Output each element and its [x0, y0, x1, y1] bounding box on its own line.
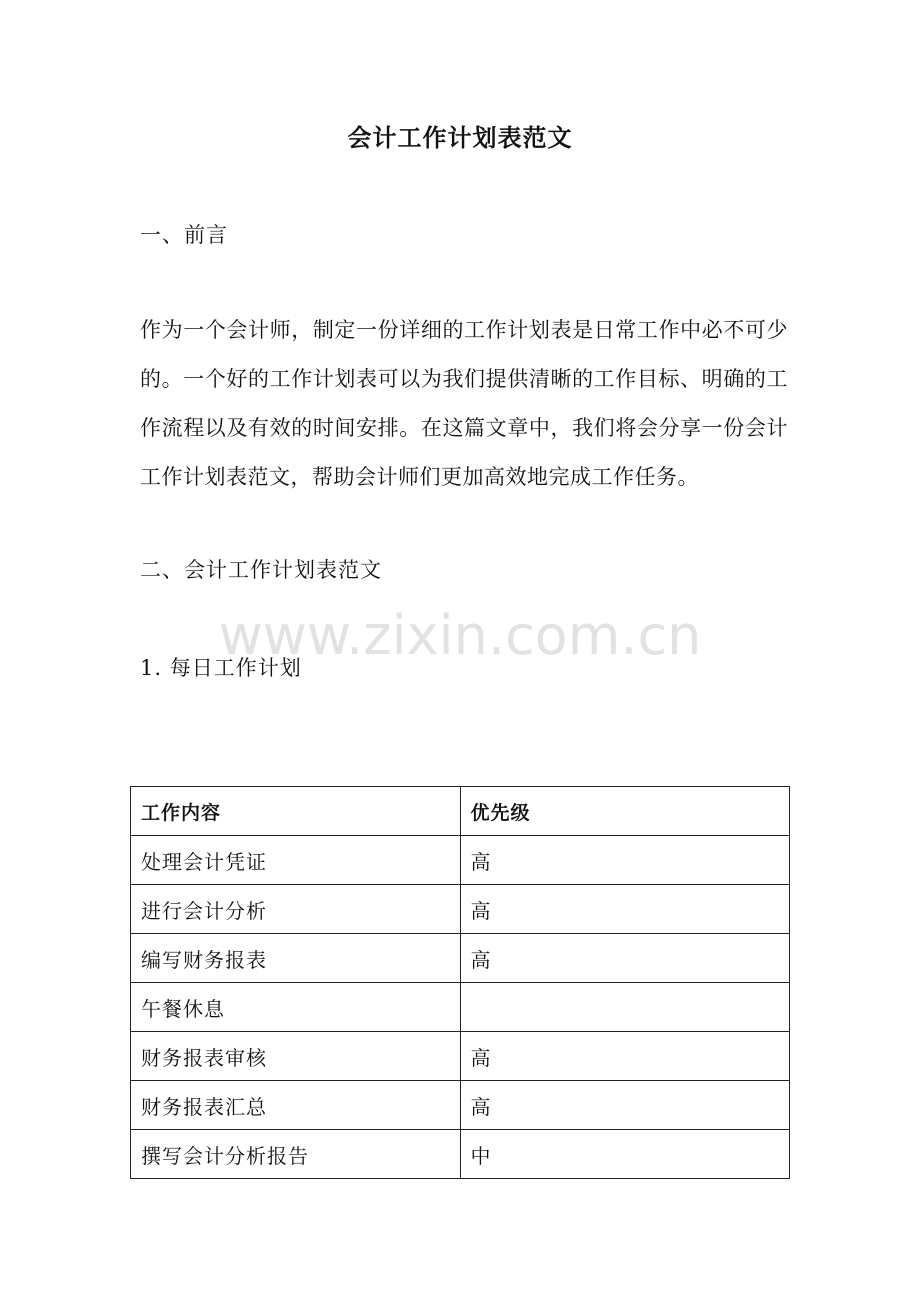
table-row [131, 885, 790, 934]
table-cell-task: 午餐休息 [131, 983, 461, 1032]
watermark: www.zixin.com.cn [218, 604, 702, 667]
table-header-priority: 优先级 [460, 787, 790, 836]
table-cell-priority: 高 [460, 934, 790, 983]
table-header-task: 工作内容 [131, 787, 461, 836]
table-cell-task: 撰写会计分析报告 [131, 1130, 461, 1179]
table-row [131, 983, 790, 1032]
table-cell-task: 财务报表汇总 [131, 1081, 461, 1130]
table-cell-task: 财务报表审核 [131, 1032, 461, 1081]
table-cell-priority: 高 [460, 1032, 790, 1081]
table-cell-priority: 高 [460, 836, 790, 885]
table-cell-task: 进行会计分析 [131, 885, 461, 934]
table-row [131, 1081, 790, 1130]
section-heading-template: 二、会计工作计划表范文 [140, 558, 382, 582]
subsection-heading-daily-plan: 1. 每日工作计划 [140, 656, 302, 680]
table-row [131, 1130, 790, 1179]
table-row [131, 934, 790, 983]
table-header-row [131, 787, 790, 836]
intro-paragraph: 作为一个会计师，制定一份详细的工作计划表是日常工作中必不可少的。一个好的工作计划表可以为我们提供清晰的工作目标、明确的工作流程以及有效的时间安排。在这篇文章中，我们将会分享一份会计工作计划表范文，帮助会计师们更加高效地完成工作任务。 [140, 318, 788, 489]
table-cell-task: 处理会计凭证 [131, 836, 461, 885]
table-row [131, 836, 790, 885]
table-row [131, 1032, 790, 1081]
section-heading-preface: 一、前言 [140, 223, 228, 247]
table-cell-priority: 高 [460, 1081, 790, 1130]
daily-plan-table [130, 786, 790, 1179]
table-cell-priority: 中 [460, 1130, 790, 1179]
table-cell-priority: 高 [460, 885, 790, 934]
table-cell-task: 编写财务报表 [131, 934, 461, 983]
document-title: 会计工作计划表范文 [347, 123, 573, 152]
table-cell-priority [460, 983, 790, 1032]
